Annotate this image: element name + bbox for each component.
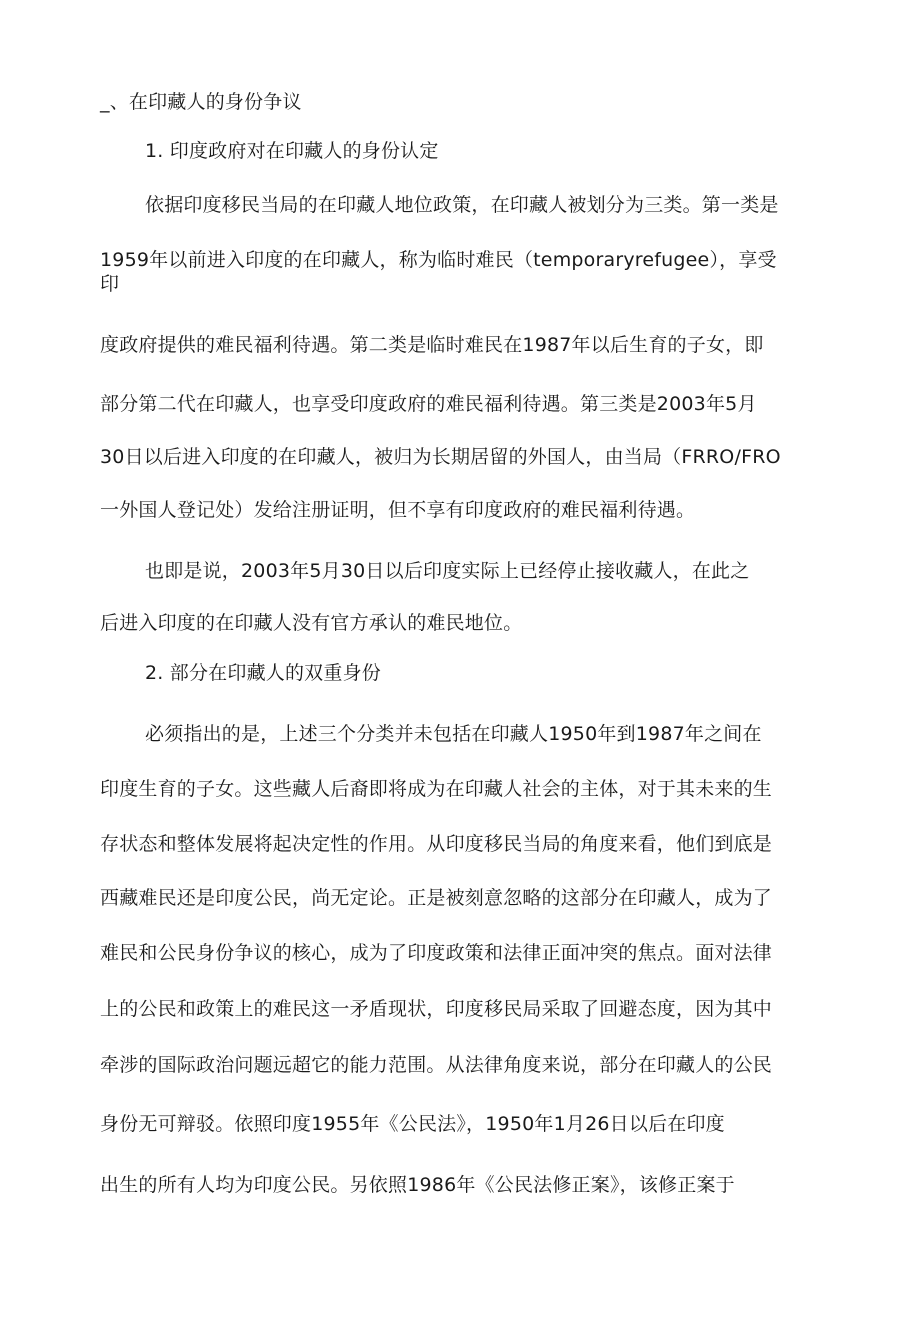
paragraph-line: 出生的所有人均为印度公民。另依照1986年《公民法修正案》，该修正案于 [100, 1174, 735, 1196]
paragraph-line: 必须指出的是，上述三个分类并未包括在印藏人1950年到1987年之间在 [145, 723, 762, 745]
paragraph-line: 身份无可辩驳。依照印度1955年《公民法》，1950年1月26日以后在印度 [100, 1113, 725, 1135]
paragraph-line: 印度生育的子女。这些藏人后裔即将成为在印藏人社会的主体，对于其未来的生 [100, 778, 773, 800]
paragraph-line: 牵涉的国际政治问题远超它的能力范围。从法律角度来说，部分在印藏人的公民 [100, 1054, 773, 1076]
paragraph-line: 难民和公民身份争议的核心，成为了印度政策和法律正面冲突的焦点。面对法律 [100, 942, 773, 964]
paragraph-line: 1959年以前进入印度的在印藏人，称为临时难民（temporaryrefugee），享受 [100, 249, 777, 271]
paragraph-line: 上的公民和政策上的难民这一矛盾现状，印度移民局采取了回避态度，因为其中 [100, 998, 773, 1020]
paragraph-line: 部分第二代在印藏人，也享受印度政府的难民福利待遇。第三类是2003年5月 [100, 393, 757, 415]
subsection-heading-1: 1. 印度政府对在印藏人的身份认定 [145, 140, 439, 162]
paragraph-line: 后进入印度的在印藏人没有官方承认的难民地位。 [100, 612, 523, 634]
paragraph-line: 30日以后进入印度的在印藏人，被归为长期居留的外国人，由当局（FRRO/FRO [100, 446, 781, 468]
paragraph-line: 西藏难民还是印度公民，尚无定论。正是被刻意忽略的这部分在印藏人，成为了 [100, 887, 773, 909]
paragraph-line: 一外国人登记处）发给注册证明，但不享有印度政府的难民福利待遇。 [100, 499, 696, 521]
paragraph-line: 也即是说，2003年5月30日以后印度实际上已经停止接收藏人，在此之 [145, 560, 750, 582]
section-heading: _、在印藏人的身份争议 [100, 91, 302, 113]
paragraph-line: 印 [100, 273, 120, 295]
paragraph-line: 度政府提供的难民福利待遇。第二类是临时难民在1987年以后生育的子女，即 [100, 334, 764, 356]
paragraph-line: 依据印度移民当局的在印藏人地位政策，在印藏人被划分为三类。第一类是 [145, 194, 779, 216]
paragraph-line: 存状态和整体发展将起决定性的作用。从印度移民当局的角度来看，他们到底是 [100, 833, 773, 855]
subsection-heading-2: 2. 部分在印藏人的双重身份 [145, 662, 381, 684]
